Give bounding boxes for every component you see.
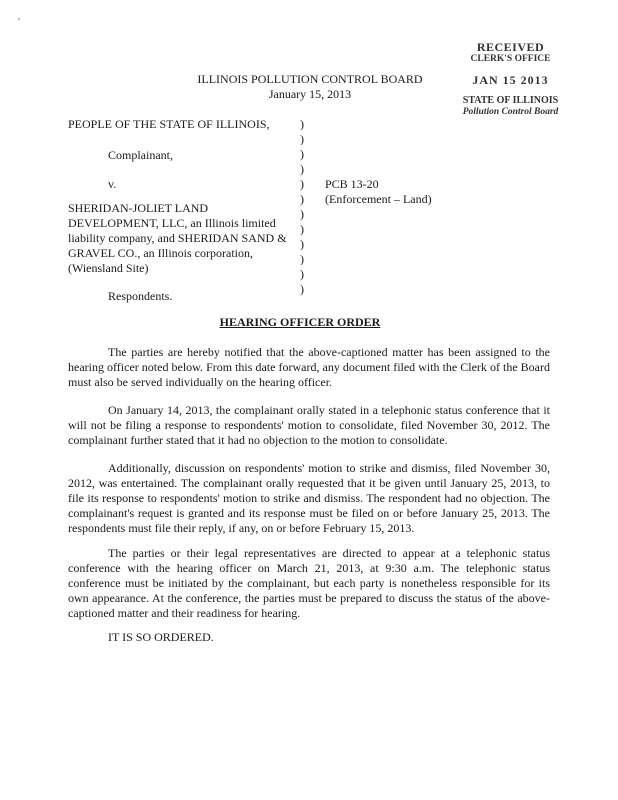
stamp-received: RECEIVED xyxy=(476,40,545,54)
caption-versus: v. xyxy=(108,177,117,191)
case-number: PCB 13-20 xyxy=(325,177,379,191)
received-stamp xyxy=(448,40,573,120)
respondent-line: DEVELOPMENT, LLC, an Illinois limited xyxy=(68,216,276,230)
case-type: (Enforcement – Land) xyxy=(325,192,432,206)
stamp-date: JAN 15 2013 xyxy=(472,73,549,87)
paragraph-4: The parties or their legal representatives are directed to appear at a telephonic status conference with the hearing officer on March 21, 2013, at 9:30 a.m. The telephonic status conference must be initiated by the complainant, but each party is nonetheless responsible for its own appearance. At the conference, the parties must be prepared to discuss the status of the above-captioned matter and their readiness for hearing. xyxy=(68,546,550,620)
caption-respondents-block xyxy=(68,201,303,276)
order-title: HEARING OFFICER ORDER xyxy=(219,315,381,329)
caption-respondents-label: Respondents. xyxy=(108,289,173,303)
stamp-board: Pollution Control Board xyxy=(462,107,559,117)
caption-parens: ) ) ) ) ) ) ) ) ) ) ) ) xyxy=(300,117,304,296)
respondent-line: SHERIDAN-JOLIET LAND xyxy=(68,201,209,215)
paragraph-2: On January 14, 2013, the complainant orally stated in a telephonic status conference that it will not be filing a response to respondents' motion to consolidate, filed November 30, 2012. The complainant further stated that it had no objection to the motion to consolidate. xyxy=(68,403,550,447)
respondent-line: (Wiensland Site) xyxy=(68,261,149,275)
caption-complainant: Complainant, xyxy=(108,148,173,162)
stamp-office: CLERK'S OFFICE xyxy=(470,54,551,64)
stamp-state: STATE OF ILLINOIS xyxy=(462,95,559,106)
closing-statement: IT IS SO ORDERED. xyxy=(108,630,214,644)
respondent-line: GRAVEL CO., an Illinois corporation, xyxy=(68,246,253,260)
caption-people: PEOPLE OF THE STATE OF ILLINOIS, xyxy=(68,117,270,131)
paragraph-3: Additionally, discussion on respondents' motion to strike and dismiss, filed November 30, 2012, was entertained. The complainant orally requested that it be given until January 25, 2013, to file its response to respondents' motion to strike and dismiss. The respondent had no objection. The complainant's request is granted and its response must be filed on or before January 25, 2013. The respondents must file their reply, if any, on or before February 15, 2013. xyxy=(68,461,550,535)
document-header xyxy=(160,72,460,102)
board-name: ILLINOIS POLLUTION CONTROL BOARD xyxy=(197,72,423,86)
scan-speck xyxy=(18,18,20,20)
order-date: January 15, 2013 xyxy=(268,87,352,101)
respondent-line: liability company, and SHERIDAN SAND & xyxy=(68,231,287,245)
paragraph-1: The parties are hereby notified that the above-captioned matter has been assigned to the hearing officer noted below. From this date forward, any document filed with the Clerk of the Board must also be served individually on the hearing officer. xyxy=(68,345,550,389)
